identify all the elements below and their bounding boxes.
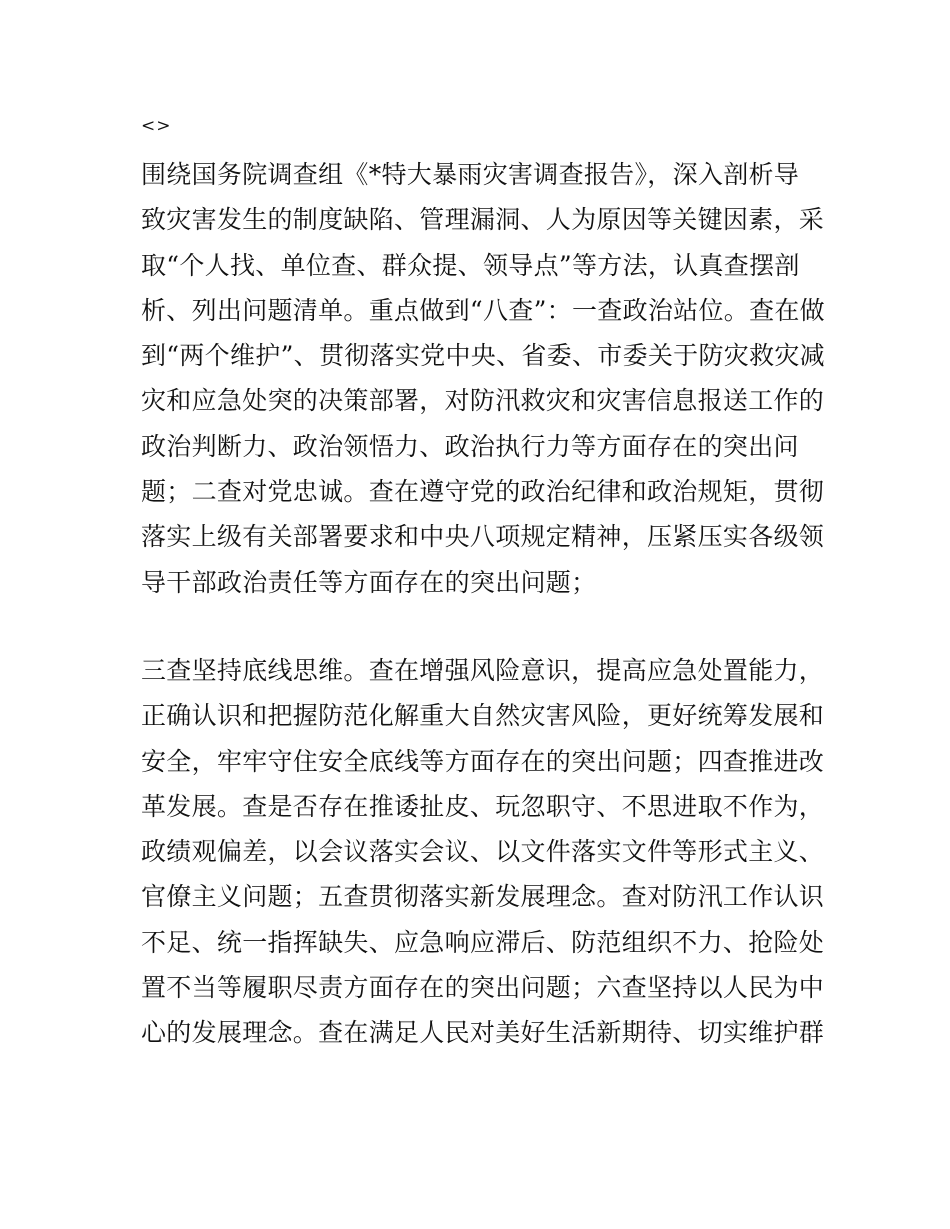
text-line: 取“个人找、单位查、群众提、领导点”等方法，认真查摆剖	[141, 250, 800, 280]
text-line: 不足、统一指挥缺失、应急响应滞后、防范组织不力、抢险处	[141, 927, 825, 957]
text-line: 灾和应急处突的决策部署，对防汛救灾和灾害信息报送工作的	[141, 386, 825, 416]
text-line: 导干部政治责任等方面存在的突出问题；	[141, 567, 597, 597]
text-line: 析、列出问题清单。重点做到“八查”：一查政治站位。查在做	[141, 295, 825, 325]
text-line: 革发展。查是否存在推诿扯皮、玩忽职守、不思进取不作为，	[141, 791, 825, 821]
text-line: 政治判断力、政治领悟力、政治执行力等方面存在的突出问	[141, 431, 799, 461]
paragraph-2	[141, 648, 825, 1056]
text-line: 正确认识和把握防范化解重大自然灾害风险，更好统筹发展和	[141, 701, 825, 731]
text-line: 置不当等履职尽责方面存在的突出问题；六查坚持以人民为中	[141, 973, 825, 1003]
text-line: 围绕国务院调查组《*特大暴雨灾害调查报告》，深入剖析导	[141, 160, 800, 189]
text-line: 落实上级有关部署要求和中央八项规定精神，压紧压实各级领	[141, 522, 825, 552]
text-line: 三查坚持底线思维。查在增强风险意识，提高应急处置能力，	[141, 656, 825, 685]
paragraph-1	[141, 152, 825, 605]
header-marker: <>	[141, 116, 172, 136]
text-line: 官僚主义问题；五查贯彻落实新发展理念。查对防汛工作认识	[141, 882, 825, 912]
text-line: 题；二查对党忠诚。查在遵守党的政治纪律和政治规矩，贯彻	[141, 477, 825, 507]
text-line: 政绩观偏差，以会议落实会议、以文件落实文件等形式主义、	[141, 837, 825, 867]
text-line: 安全，牢牢守住安全底线等方面存在的突出问题；四查推进改	[141, 746, 825, 776]
text-line: 心的发展理念。查在满足人民对美好生活新期待、切实维护群	[141, 1018, 825, 1048]
text-line: 到“两个维护”、贯彻落实党中央、省委、市委关于防灾救灾减	[141, 341, 825, 371]
text-line: 致灾害发生的制度缺陷、管理漏洞、人为原因等关键因素，采	[141, 205, 825, 235]
